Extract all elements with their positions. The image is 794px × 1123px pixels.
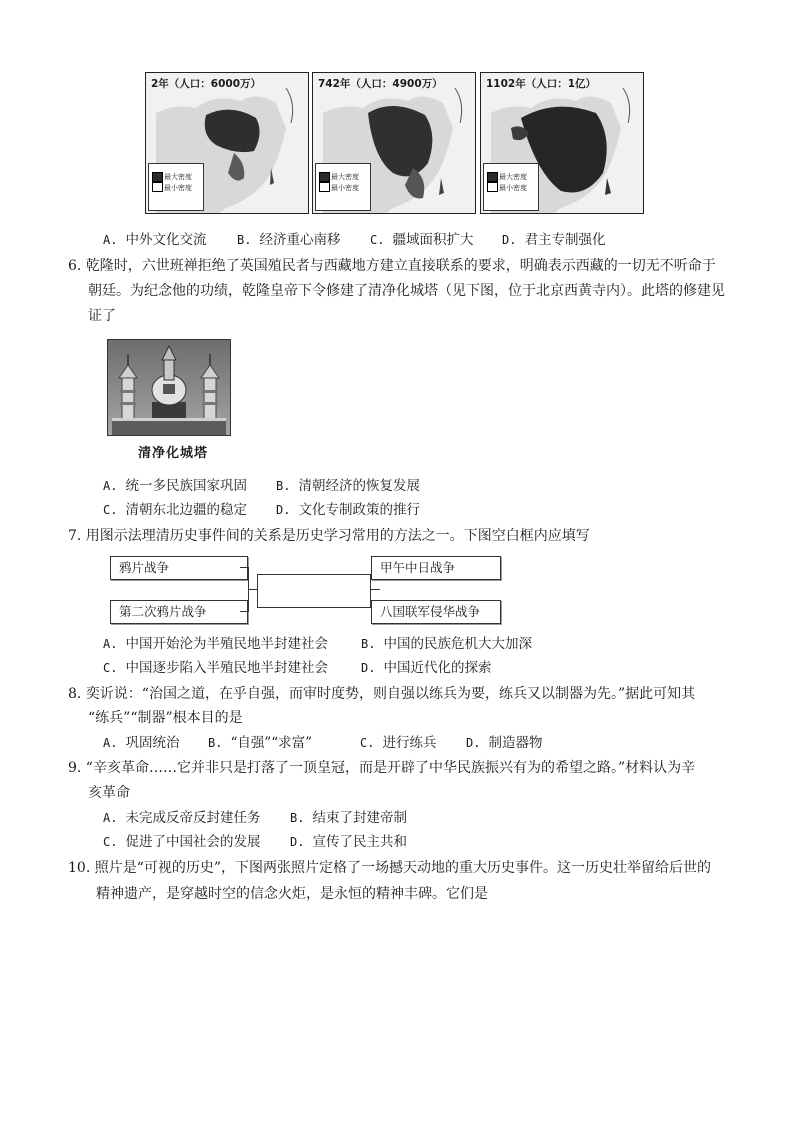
legend-max-label: 最大密度 (331, 173, 359, 181)
q8-option-b[interactable]: B. “自强”“求富” (208, 735, 313, 751)
legend-max-label: 最大密度 (164, 173, 192, 181)
legend-min-label: 最小密度 (331, 184, 359, 192)
q8-stem-line-1: 8. 奕䜣说：“治国之道，在乎自强，而审时度势，则自强以练兵为要，练兵又以制器为先。”据此可知其 (68, 686, 696, 702)
map-legend (483, 163, 539, 211)
q8-option-d[interactable]: D. 制造器物 (466, 735, 543, 751)
q7-option-a[interactable]: A. 中国开始沦为半殖民地半封建社会 (103, 636, 328, 652)
q9-option-a[interactable]: A. 未完成反帝反封建任务 (103, 810, 261, 826)
q6-option-a[interactable]: A. 统一多民族国家巩固 (103, 478, 247, 494)
legend-min-label: 最小密度 (164, 184, 192, 192)
legend-min-swatch (319, 182, 330, 192)
population-map-742ad (312, 72, 476, 214)
q10-stem-line-2: 精神遗产，是穿越时空的信念火炬，是永恒的精神丰碑。它们是 (96, 886, 488, 902)
q5-option-d[interactable]: D. 君主专制强化 (502, 232, 606, 248)
q5-option-b[interactable]: B. 经济重心南移 (237, 232, 341, 248)
connector-left-bottom (240, 611, 249, 612)
pagoda-photo (107, 339, 231, 436)
legend-max-swatch (152, 172, 163, 182)
q5-option-a[interactable]: A. 中外文化交流 (103, 232, 207, 248)
blank-answer-box (257, 574, 371, 608)
q8-option-a[interactable]: A. 巩固统治 (103, 735, 180, 751)
map-legend (315, 163, 371, 211)
q6-option-c[interactable]: C. 清朝东北边疆的稳定 (103, 502, 247, 518)
q7-option-b[interactable]: B. 中国的民族危机大大加深 (361, 636, 532, 652)
box-opium-war: 鸦片战争 (110, 556, 248, 580)
connector-left-top (240, 567, 249, 568)
q7-option-d[interactable]: D. 中国近代化的探索 (361, 660, 492, 676)
connector-right-mid (370, 589, 380, 590)
legend-min-label: 最小密度 (499, 184, 527, 192)
box-sino-japanese-war: 甲午中日战争 (371, 556, 501, 580)
box-eight-nation-alliance: 八国联军侵华战争 (371, 600, 501, 624)
q6-stem-line-3: 证了 (88, 308, 116, 324)
population-map-1102ad (480, 72, 644, 214)
legend-max-swatch (487, 172, 498, 182)
box-second-opium-war: 第二次鸦片战争 (110, 600, 248, 624)
legend-max-label: 最大密度 (499, 173, 527, 181)
map-title: 2年（人口：6000万） (151, 78, 262, 90)
legend-min-swatch (487, 182, 498, 192)
q9-option-c[interactable]: C. 促进了中国社会的发展 (103, 834, 261, 850)
q5-option-c[interactable]: C. 疆域面积扩大 (370, 232, 474, 248)
q6-stem-line-2: 朝廷。为纪念他的功绩，乾隆皇帝下令修建了清净化城塔（见下图，位于北京西黄寺内）。此塔的修建见 (88, 283, 725, 299)
q6-option-b[interactable]: B. 清朝经济的恢复发展 (276, 478, 420, 494)
q7-option-c[interactable]: C. 中国逐步陷入半殖民地半封建社会 (103, 660, 328, 676)
q6-option-d[interactable]: D. 文化专制政策的推行 (276, 502, 420, 518)
q9-stem-line-2: 亥革命 (88, 785, 130, 801)
q10-stem-line-1: 10. 照片是“可视的历史”，下图两张照片定格了一场撼天动地的重大历史事件。这一历史壮举留给后世的 (68, 860, 712, 876)
q9-stem-line-1: 9. “辛亥革命……它并非只是打落了一顶皇冠，而是开辟了中华民族振兴有为的希望之路。”材料认为辛 (68, 760, 696, 776)
map-legend (148, 163, 204, 211)
q9-option-d[interactable]: D. 宣传了民主共和 (290, 834, 407, 850)
map-title: 1102年（人口：1亿） (486, 78, 597, 90)
map-title: 742年（人口：4900万） (318, 78, 443, 90)
q7-stem: 7. 用图示法理清历史事件间的关系是历史学习常用的方法之一。下图空白框内应填写 (68, 528, 590, 544)
legend-min-swatch (152, 182, 163, 192)
q8-option-c[interactable]: C. 进行练兵 (360, 735, 437, 751)
population-map-2ad (145, 72, 309, 214)
photo-caption: 清净化城塔 (138, 446, 209, 461)
legend-max-swatch (319, 172, 330, 182)
pagoda-image (108, 340, 230, 435)
q8-stem-line-2: “练兵”“制器”根本目的是 (88, 710, 243, 726)
q6-stem-line-1: 6. 乾隆时，六世班禅拒绝了英国殖民者与西藏地方建立直接联系的要求，明确表示西藏的一切无不听命于 (68, 258, 716, 274)
q9-option-b[interactable]: B. 结束了封建帝制 (290, 810, 407, 826)
connector-left-mid (248, 589, 258, 590)
